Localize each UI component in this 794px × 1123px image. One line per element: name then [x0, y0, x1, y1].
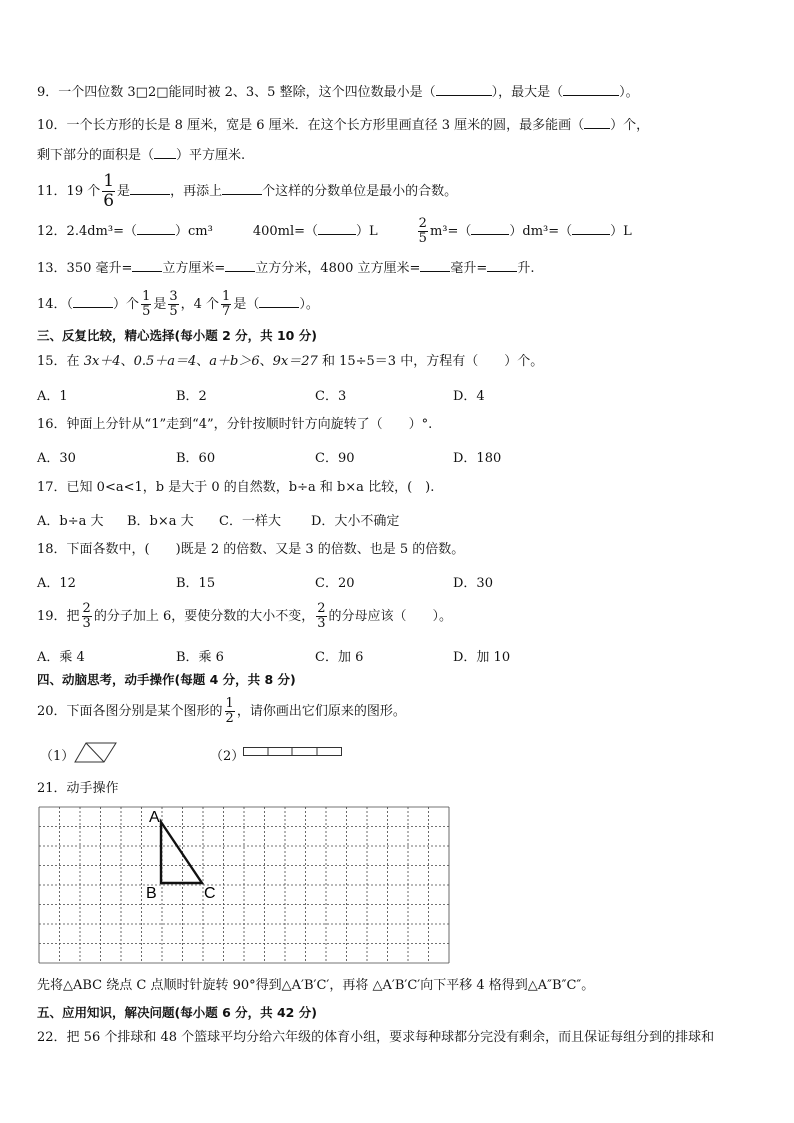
option-c[interactable]: C．20	[315, 576, 355, 591]
answer-blank[interactable]	[487, 259, 517, 272]
triangle-abc	[161, 822, 202, 883]
point-c-label: C	[204, 885, 216, 902]
answer-blank[interactable]	[436, 83, 492, 96]
point-b-label: B	[146, 885, 157, 902]
question-14: 14．（ ）个 $\frac{1}{5}$ 是 $\frac{3}{5}$ ，4 个 $\frac{1}{7}$ 是（ ）。	[37, 289, 319, 319]
fraction: $\frac{1}{6}$	[103, 171, 115, 211]
answer-blank[interactable]	[222, 182, 262, 195]
answer-blank[interactable]	[563, 83, 619, 96]
option-c[interactable]: C．3	[315, 389, 347, 404]
figure-label-1: （1）	[40, 749, 75, 764]
question-10-line1: 10．一个长方形的长是 8 厘米，宽是 6 厘米．在这个长方形里画直径 3 厘米的圆，最多能画（ ）个，	[37, 118, 650, 133]
question-18: 18．下面各数中，( )既是 2 的倍数、又是 3 的倍数、也是 5 的倍数。	[37, 542, 465, 557]
answer-blank[interactable]	[137, 222, 175, 235]
option-a[interactable]: A．12	[37, 576, 76, 591]
question-16: 16．钟面上分针从“1”走到“4”，分针按顺时针方向旋转了（ ）°.	[37, 417, 433, 432]
option-d[interactable]: D．加 10	[453, 650, 511, 665]
fraction: $\frac{1}{7}$	[222, 289, 231, 319]
strip-rectangle-figure	[243, 747, 343, 757]
option-c[interactable]: C．加 6	[315, 650, 364, 665]
question-22: 22．把 56 个排球和 48 个篮球平均分给六年级的体育小组，要求每种球都分完没有剩余，而且保证每组分到的排球和	[37, 1030, 715, 1045]
parallelogram-figure	[74, 742, 118, 764]
option-b[interactable]: B．乘 6	[176, 650, 224, 665]
option-a[interactable]: A．30	[37, 451, 76, 466]
fraction: $\frac{1}{2}$	[225, 696, 234, 726]
answer-blank[interactable]	[259, 295, 299, 308]
answer-blank[interactable]	[132, 259, 162, 272]
answer-blank[interactable]	[130, 182, 170, 195]
option-d[interactable]: D．180	[453, 451, 502, 466]
section-heading: 五、应用知识，解决问题(每小题 6 分，共 42 分)	[37, 1005, 317, 1020]
option-b[interactable]: B．b×a 大	[127, 514, 194, 529]
question-12: 12．2.4dm³=（ ）cm³ 400ml=（ ）L $\frac{2}{5}$ m³=（ ）dm³=（ ）L	[37, 216, 632, 246]
point-a-label: A	[149, 809, 160, 826]
dotted-grid	[37, 805, 451, 967]
fraction: $\frac{2}{3}$	[82, 601, 91, 631]
answer-blank[interactable]	[584, 116, 610, 129]
answer-blank[interactable]	[471, 222, 509, 235]
answer-blank[interactable]	[420, 259, 450, 272]
answer-blank[interactable]	[154, 146, 176, 159]
question-21-instruction: 先将△ABC 绕点 C 点顺时针旋转 90°得到△A′B′C′，再将 △A′B′C′向下平移 4 格得到△A″B″C″。	[37, 978, 595, 993]
question-11: 11．19 个 $\frac{1}{6}$ 是 ，再添上 个这样的分数单位是最小的合数。	[37, 171, 458, 211]
option-a[interactable]: A．乘 4	[37, 650, 85, 665]
fraction: $\frac{1}{5}$	[142, 289, 151, 319]
question-10-line2: 剩下部分的面积是（ ）平方厘米.	[37, 148, 246, 163]
fraction: $\frac{2}{3}$	[317, 601, 326, 631]
option-a[interactable]: A．b÷a 大	[37, 514, 104, 529]
answer-blank[interactable]	[73, 295, 113, 308]
option-b[interactable]: B．60	[176, 451, 216, 466]
question-9: 9．一个四位数 3□2□能同时被 2、3、5 整除，这个四位数最小是（ ），最大是（ ）。	[37, 85, 639, 100]
question-13: 13．350 毫升= 立方厘米= 立方分米，4800 立方厘米= 毫升= 升.	[37, 261, 535, 276]
fraction: $\frac{2}{5}$	[418, 216, 427, 246]
answer-blank[interactable]	[572, 222, 610, 235]
section-heading: 三、反复比较，精心选择(每小题 2 分，共 10 分)	[37, 328, 317, 343]
option-b[interactable]: B．15	[176, 576, 216, 591]
question-19: 19．把 $\frac{2}{3}$ 的分子加上 6，要使分数的大小不变， $\frac{2}{3}$ 的分母应该（ ）。	[37, 601, 453, 631]
question-15: 15．在 3x＋4、0.5＋a＝4、a＋b＞6、9x＝27 和 15÷5＝3 中，方程有（ ）个。	[37, 354, 544, 369]
option-c[interactable]: C．一样大	[219, 514, 281, 529]
option-a[interactable]: A．1	[37, 389, 68, 404]
option-d[interactable]: D．30	[453, 576, 493, 591]
answer-blank[interactable]	[318, 222, 356, 235]
option-d[interactable]: D．4	[453, 389, 485, 404]
option-b[interactable]: B．2	[176, 389, 207, 404]
question-17: 17．已知 0<a<1，b 是大于 0 的自然数，b÷a 和 b×a 比较，( ).	[37, 480, 435, 495]
question-20: 20．下面各图分别是某个图形的 $\frac{1}{2}$ ，请你画出它们原来的图形。	[37, 696, 406, 726]
option-d[interactable]: D．大小不确定	[311, 514, 400, 529]
section-heading: 四、动脑思考，动手操作(每题 4 分，共 8 分)	[37, 672, 296, 687]
fraction: $\frac{3}{5}$	[169, 289, 178, 319]
option-c[interactable]: C．90	[315, 451, 355, 466]
question-21-title: 21．动手操作	[37, 781, 119, 796]
figure-label-2: （2）	[210, 749, 245, 764]
answer-blank[interactable]	[225, 259, 255, 272]
